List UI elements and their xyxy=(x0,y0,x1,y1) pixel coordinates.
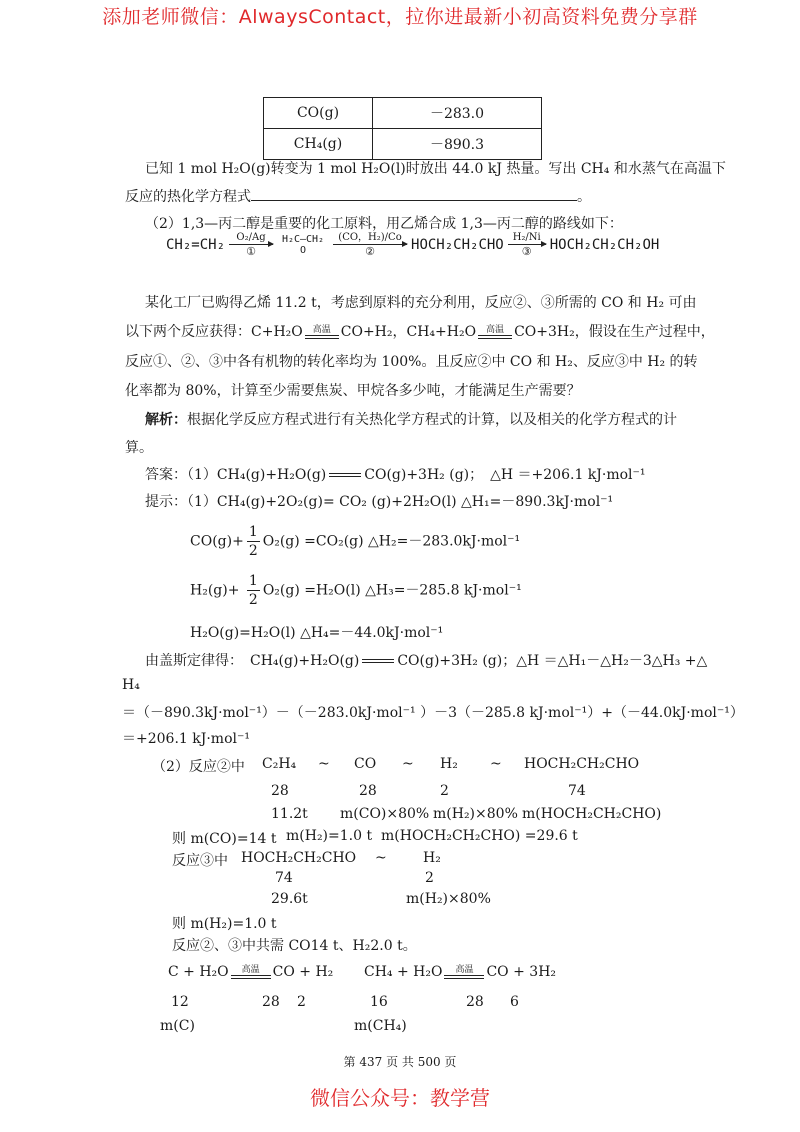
calc-mass: 6 xyxy=(510,994,519,1010)
calc-tilde: ~ xyxy=(490,756,502,772)
analysis-line xyxy=(145,409,677,429)
route-arrow-3-reagent: H₂/Ni xyxy=(512,232,541,243)
paragraph-line: 化率都为 80%，计算至少需要焦炭、甲烷各多少吨，才能满足生产需要？ xyxy=(125,383,581,399)
hess-law-line xyxy=(145,650,707,670)
paragraph-line: 某化工厂已购得乙烯 11.2 t，考虑到原料的充分利用，反应②、③所需的 CO 和 H₂ 可由 xyxy=(145,295,697,311)
calc-mass: 2 xyxy=(425,870,434,886)
paragraph-text: CO+3H₂，假设在生产过程中， xyxy=(514,324,715,340)
calc-mass: 28 xyxy=(359,783,377,799)
fraction-one-half xyxy=(247,525,260,558)
calc-species: C₂H₄ xyxy=(262,756,297,772)
calc-mass: 2 xyxy=(297,994,306,1010)
table-row xyxy=(264,98,542,129)
calc-mass: 28 xyxy=(271,783,289,799)
hess-text: CO(g)+3H₂ (g)；△H ＝△H₁－△H₂－3△H₃ +△ xyxy=(397,653,708,669)
analysis-line: 算。 xyxy=(125,440,153,456)
epoxide-oxygen: O xyxy=(300,245,307,256)
route-arrow-3 xyxy=(508,232,546,258)
high-temp-condition xyxy=(478,325,512,339)
answer-blank[interactable] xyxy=(251,186,577,201)
hint-line: 提示：（1）CH₄(g)+2O₂(g)= CO₂ (g)+2H₂O(l) △H₁=－890.3kJ·mol⁻¹ xyxy=(145,494,614,510)
calc-given: 29.6t xyxy=(271,891,308,907)
equation-text: CO(g)+ xyxy=(190,533,244,550)
paragraph-line: 已知 1 mol H₂O(g)转变为 1 mol H₂O(l)时放出 44.0 kJ 热量。写出 CH₄ 和水蒸气在高温下 xyxy=(145,161,726,177)
fraction-one-half xyxy=(247,574,260,607)
answer-text: 答案：（1）CH₄(g)+H₂O(g) xyxy=(145,467,327,483)
calc-given: m(HOCH₂CH₂CHO) xyxy=(522,806,662,822)
calc-tilde: ~ xyxy=(402,756,414,772)
answer-text: CO(g)+3H₂ (g)； △H ＝+206.1 kJ·mol⁻¹ xyxy=(364,467,646,483)
table-cell-substance: CO(g) xyxy=(264,98,373,129)
calc-result: m(HOCH₂CH₂CHO) =29.6 t xyxy=(381,828,578,844)
calc-result: m(H₂)=1.0 t xyxy=(286,828,373,844)
calc-species: HOCH₂CH₂CHO xyxy=(241,850,357,866)
calc-unknown: m(C) xyxy=(160,1018,195,1034)
calc-result: 则 m(CO)=14 t xyxy=(172,831,277,847)
equation-text: CO + H₂ xyxy=(272,964,334,980)
calc-mass: 74 xyxy=(568,783,586,799)
equation-text: H₂(g)+ xyxy=(190,582,244,599)
equation-text: CH₄ + H₂O xyxy=(364,964,443,980)
fraction-numerator: 1 xyxy=(248,524,258,540)
calc-given: 11.2t xyxy=(271,806,308,822)
route-intermediate: HOCH₂CH₂CHO xyxy=(411,237,504,253)
calc-species: H₂ xyxy=(423,850,441,866)
calc-mass: 74 xyxy=(275,870,293,886)
equation-text: C + H₂O xyxy=(168,964,229,980)
paragraph-text: 反应的热化学方程式 xyxy=(125,189,251,205)
equation-text: O₂(g) =CO₂(g) △H₂=－283.0kJ·mol⁻¹ xyxy=(262,533,521,550)
calc-r2-label: （2）反应②中 xyxy=(152,759,245,775)
watermark-banner-bottom: 微信公众号：教学营 xyxy=(310,1086,490,1110)
hess-text: 由盖斯定律得： CH₄(g)+H₂O(g) xyxy=(145,653,360,669)
route-start: CH₂=CH₂ xyxy=(166,237,226,253)
route-arrow-1 xyxy=(229,232,273,258)
route-arrow-2-reagent: (CO，H₂)/Co xyxy=(338,232,402,243)
paragraph-line: 反应①、②、③中各有机物的转化率均为 100%。且反应②中 CO 和 H₂、反应③中 H₂ 的转 xyxy=(125,354,698,370)
hess-law-line: H₄ xyxy=(122,677,140,693)
route-end: HOCH₂CH₂CH₂OH xyxy=(549,237,660,253)
calc-total: 反应②、③中共需 CO14 t、H₂2.0 t。 xyxy=(172,938,417,954)
calc-species: H₂ xyxy=(440,756,458,772)
answer-line xyxy=(145,464,646,484)
equation-h2o: H₂O(g)=H₂O(l) △H₄=－44.0kJ·mol⁻¹ xyxy=(190,625,444,641)
paragraph-text: 。 xyxy=(577,189,591,205)
equilibrium-sign xyxy=(362,659,394,663)
condition-label: 高温 xyxy=(455,965,474,975)
high-temp-condition xyxy=(305,325,339,339)
high-temp-condition xyxy=(444,965,484,979)
analysis-text: 根据化学反应方程式进行有关热化学方程式的计算，以及相关的化学方程式的计 xyxy=(187,412,677,428)
analysis-label: 解析： xyxy=(145,412,187,428)
condition-label: 高温 xyxy=(312,325,331,335)
route-arrow-3-step: ③ xyxy=(521,245,532,258)
table-cell-value: －890.3 xyxy=(373,129,542,160)
calc-given: m(CO)×80% xyxy=(340,806,430,822)
fraction-numerator: 1 xyxy=(248,573,258,589)
equation-methane xyxy=(364,964,556,980)
equation-text: O₂(g) =H₂O(l) △H₃=－285.8 kJ·mol⁻¹ xyxy=(262,582,522,599)
calc-result: 则 m(H₂)=1.0 t xyxy=(172,916,277,932)
hess-law-line: ＝（－890.3kJ·mol⁻¹）－（－283.0kJ·mol⁻¹ ）－3（－285.8 kJ·mol⁻¹）+（－44.0kJ·mol⁻¹） xyxy=(122,705,744,721)
question-2-intro: （2）1,3—丙二醇是重要的化工原料，用乙烯合成 1,3—丙二醇的路线如下： xyxy=(145,216,623,232)
calc-mass: 2 xyxy=(440,783,449,799)
equation-carbon xyxy=(168,964,333,980)
calc-tilde: ~ xyxy=(375,850,387,866)
table-cell-substance: CH₄(g) xyxy=(264,129,373,160)
calc-mass: 16 xyxy=(370,994,388,1010)
enthalpy-table xyxy=(263,97,542,160)
route-arrow-2-step: ② xyxy=(365,245,375,258)
paragraph-text: CO+H₂，CH₄+H₂O xyxy=(340,324,477,340)
calc-mass: 28 xyxy=(262,994,280,1010)
equation-h2 xyxy=(190,574,522,607)
fraction-denominator: 2 xyxy=(248,592,258,608)
calc-species: HOCH₂CH₂CHO xyxy=(524,756,640,772)
route-arrow-1-step: ① xyxy=(246,245,256,258)
calc-mass: 28 xyxy=(466,994,484,1010)
equation-co xyxy=(190,525,520,558)
equation-text: CO + 3H₂ xyxy=(486,964,557,980)
calc-tilde: ~ xyxy=(318,756,330,772)
paragraph-text: 以下两个反应获得：C+H₂O xyxy=(125,324,303,340)
calc-given: m(H₂)×80% xyxy=(406,891,491,907)
epoxide-structure xyxy=(277,234,329,256)
watermark-banner-top: 添加老师微信：AlwaysContact，拉你进最新小初高资料免费分享群 xyxy=(102,6,698,28)
paragraph-line xyxy=(125,186,591,206)
condition-label: 高温 xyxy=(486,325,505,335)
fraction-denominator: 2 xyxy=(248,543,258,559)
route-arrow-2 xyxy=(333,232,407,258)
calc-r3-label: 反应③中 xyxy=(172,853,228,869)
table-cell-value: －283.0 xyxy=(373,98,542,129)
epoxide-top: H₂C—CH₂ xyxy=(281,234,325,245)
high-temp-condition xyxy=(231,965,271,979)
calc-given: m(H₂)×80% xyxy=(433,806,518,822)
route-arrow-1-reagent: O₂/Ag xyxy=(236,232,266,243)
calc-mass: 12 xyxy=(171,994,189,1010)
calc-unknown: m(CH₄) xyxy=(354,1018,407,1034)
equilibrium-sign xyxy=(329,473,361,477)
condition-label: 高温 xyxy=(241,965,260,975)
page-footer: 第 437 页 共 500 页 xyxy=(343,1055,457,1069)
hess-law-line: ＝+206.1 kJ·mol⁻¹ xyxy=(122,731,250,747)
calc-species: CO xyxy=(354,756,377,772)
paragraph-line xyxy=(125,321,715,341)
synthesis-route xyxy=(166,232,659,258)
table-row xyxy=(264,129,542,160)
